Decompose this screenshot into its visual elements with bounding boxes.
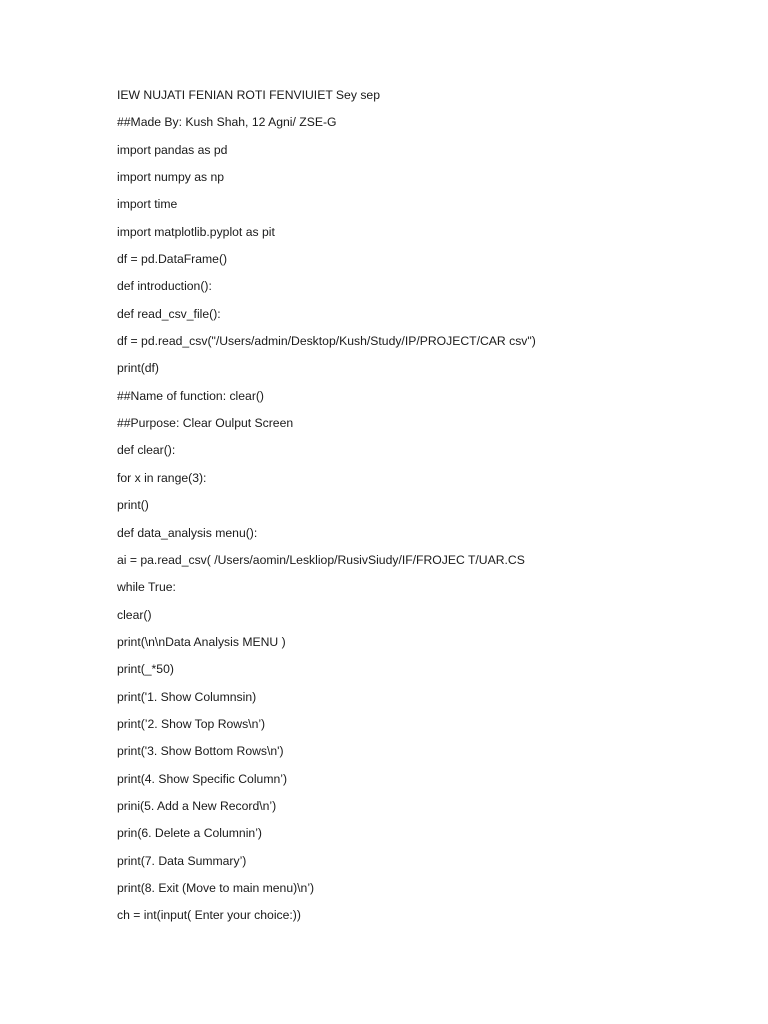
code-line: ch = int(input( Enter your choice:)) xyxy=(117,908,301,923)
code-line: print(’2. Show Top Rows\n’) xyxy=(117,716,266,731)
code-line: clear() xyxy=(117,607,152,622)
code-line: print(4. Show Specific Column’) xyxy=(117,771,288,786)
code-line: print(8. Exit (Move to main menu)\n’) xyxy=(117,880,315,895)
code-line: ##Purpose: Clear Oulput Screen xyxy=(117,416,294,431)
code-line: import time xyxy=(117,197,178,212)
code-line: print() xyxy=(117,498,149,513)
code-line: print(\n\nData Analysis MENU ) xyxy=(117,634,286,649)
code-line: import matplotlib.pyplot as pit xyxy=(117,224,275,239)
code-line: def introduction(): xyxy=(117,279,212,294)
code-line: def read_csv_file(): xyxy=(117,306,221,321)
code-line: print('3. Show Bottom Rows\n') xyxy=(117,744,284,759)
code-line: ##Made By: Kush Shah, 12 Agni/ ZSE-G xyxy=(117,115,337,130)
code-line: while True: xyxy=(117,580,176,595)
code-line: print(_*50) xyxy=(117,662,174,677)
code-line: ##Name of function: clear() xyxy=(117,388,264,403)
code-line: print('1. Show Columnsin) xyxy=(117,689,257,704)
code-line: def data_analysis menu(): xyxy=(117,525,258,540)
code-line: ai = pa.read_csv( /Users/aomin/Leskliop/RusivSiudy/IF/FROJEC T/UAR.CS xyxy=(117,552,525,567)
code-line: for x in range(3): xyxy=(117,470,207,485)
code-line: print(7. Data Summary’) xyxy=(117,853,247,868)
code-listing xyxy=(117,86,737,934)
code-line: prin(6. Delete a Columnin’) xyxy=(117,826,262,841)
code-line: df = pd.read_csv("/Users/admin/Desktop/Kush/Study/IP/PROJECT/CAR csv") xyxy=(117,334,536,349)
code-line: IEW NUJATI FENIAN ROTI FENVIUIET Sey sep xyxy=(117,88,380,102)
code-line: print(df) xyxy=(117,361,159,376)
code-line: def clear(): xyxy=(117,443,176,458)
code-line: prini(5. Add a New Record\n’) xyxy=(117,798,277,813)
code-line: df = pd.DataFrame() xyxy=(117,252,228,267)
code-line: import numpy as np xyxy=(117,170,225,185)
code-line: import pandas as pd xyxy=(117,142,228,157)
